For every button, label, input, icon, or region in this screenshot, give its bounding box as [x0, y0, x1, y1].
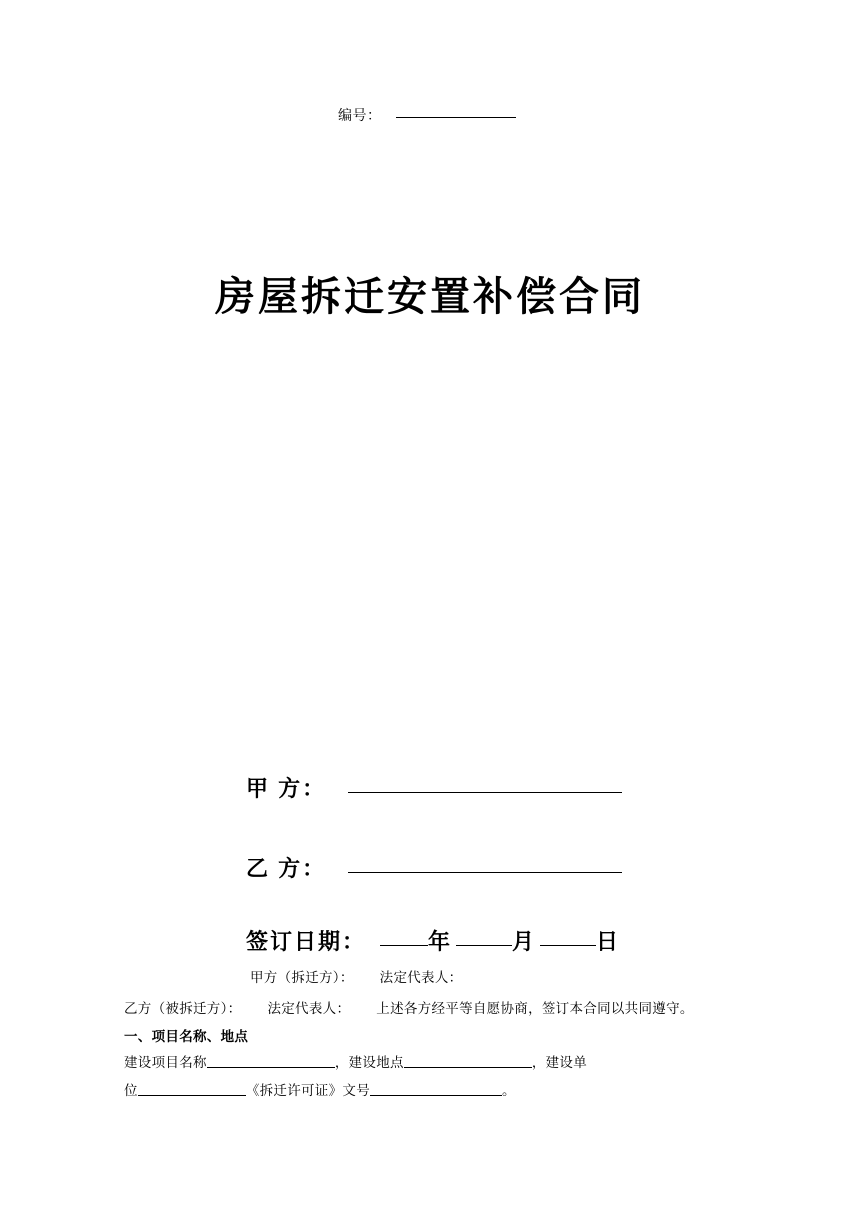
party-a-detail-label: 甲方（拆迁方）： [250, 970, 354, 985]
party-b-detail-line [124, 994, 764, 1024]
party-a-legal-rep-label: 法定代表人： [379, 970, 463, 985]
sign-date-month-blank [456, 925, 512, 946]
party-b-label: 乙 方： [246, 856, 327, 881]
project-name-blank [207, 1054, 335, 1068]
sign-date-day-blank [540, 925, 596, 946]
project-location-label: ，建设地点 [334, 1055, 404, 1070]
line-terminator: 。 [502, 1083, 516, 1098]
sign-date-month-label: 月 [512, 929, 537, 954]
page-title: 房屋拆迁安置补偿合同 [215, 275, 645, 319]
project-location-blank [404, 1054, 532, 1068]
party-a-detail-line [250, 963, 770, 993]
demolition-permit-label: 《拆迁许可证》文号 [245, 1083, 371, 1098]
sign-date-row [246, 925, 620, 956]
party-b-blank [348, 852, 622, 873]
sign-date-year-blank [380, 925, 428, 946]
party-a-block [246, 772, 806, 803]
sign-date-day-label: 日 [596, 929, 621, 954]
project-name-label: 建设项目名称 [124, 1055, 207, 1070]
party-a-row [246, 772, 806, 803]
agreement-statement: 上述各方经平等自愿协商，签订本合同以共同遵守。 [376, 1001, 694, 1016]
sign-date-year-label: 年 [428, 929, 453, 954]
sign-date-label: 签订日期： [246, 929, 367, 954]
party-b-row [246, 852, 806, 883]
document-number-blank [396, 104, 516, 118]
section-1-heading: 一、项目名称、地点 [124, 1029, 249, 1044]
party-b-legal-rep-label: 法定代表人： [267, 1001, 351, 1016]
demolition-permit-blank [370, 1082, 502, 1096]
project-info-line-2 [124, 1076, 764, 1106]
construction-unit-label-part2: 位 [124, 1083, 138, 1098]
party-b-detail-label: 乙方（被拆迁方）： [124, 1001, 242, 1016]
construction-unit-label-part1: ，建设单 [531, 1055, 588, 1070]
party-a-blank [348, 772, 622, 793]
construction-unit-blank [138, 1082, 246, 1096]
party-b-block [246, 852, 806, 883]
document-number-line [338, 104, 516, 125]
party-a-label: 甲 方： [246, 776, 327, 801]
document-number-label: 编号： [338, 107, 382, 123]
project-info-line-1 [124, 1048, 764, 1078]
